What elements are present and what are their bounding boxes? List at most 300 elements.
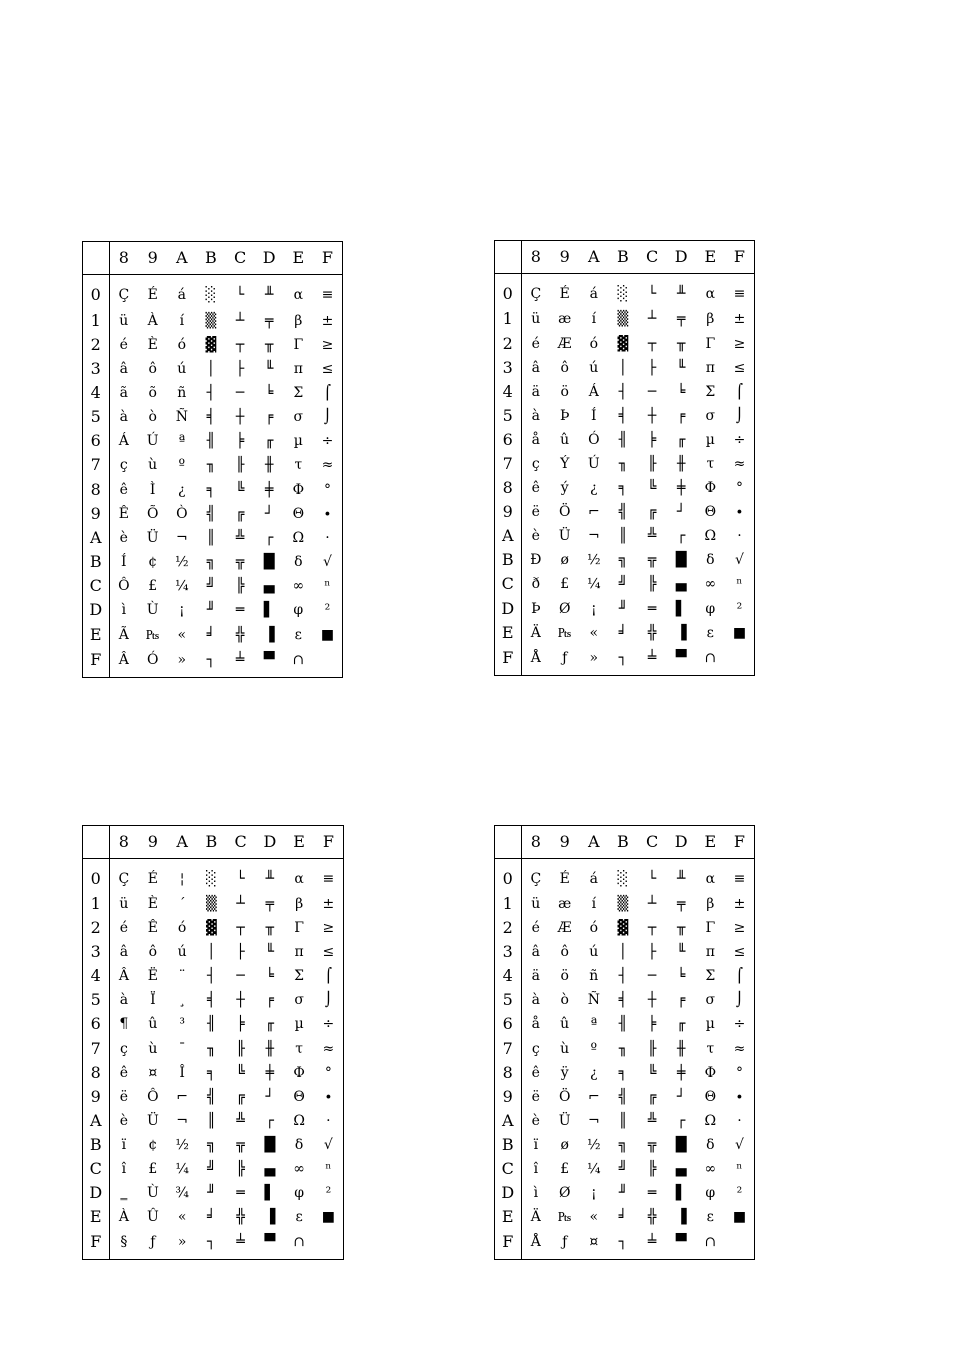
table-row xyxy=(495,404,754,428)
character-cell: ² xyxy=(324,602,331,619)
character-cell: ╡ xyxy=(618,992,628,1009)
row-header: A xyxy=(83,526,109,550)
table-row xyxy=(83,526,342,550)
table-row xyxy=(495,1037,754,1061)
character-cell: í xyxy=(591,896,597,913)
character-cell: ≡ xyxy=(733,870,746,887)
character-cell: ¨ xyxy=(178,968,186,985)
character-cell: ▀ xyxy=(675,1233,687,1250)
character-cell: ° xyxy=(323,481,331,498)
character-cell: ó xyxy=(177,336,187,353)
table-row xyxy=(495,331,754,355)
character-cell: α xyxy=(293,286,304,303)
character-cell: ═ xyxy=(235,602,245,619)
character-cell: ▌ xyxy=(675,1184,687,1201)
character-cell: ≡ xyxy=(733,285,746,302)
character-cell: ▐ xyxy=(264,1208,276,1225)
row-header: D xyxy=(495,1181,521,1205)
table-row xyxy=(83,1133,343,1157)
character-cell: ╙ xyxy=(265,944,275,961)
character-cell: ■ xyxy=(732,1208,747,1225)
row-header: 9 xyxy=(495,1085,521,1109)
row-header: 5 xyxy=(495,404,521,428)
row-header: 8 xyxy=(83,478,109,502)
character-cell: Ã xyxy=(118,626,129,643)
character-cell: È xyxy=(147,336,158,353)
character-cell: ╧ xyxy=(235,651,245,668)
character-cell: ÷ xyxy=(322,1016,335,1033)
character-cell: ╫ xyxy=(265,1040,275,1057)
character-cell: Ù xyxy=(146,602,159,619)
character-cell xyxy=(725,645,754,675)
column-header: C xyxy=(226,242,255,275)
character-cell: ├ xyxy=(236,944,245,961)
character-cell: å xyxy=(531,1016,540,1033)
row-header: 1 xyxy=(83,308,109,332)
table-row xyxy=(83,429,342,453)
character-cell: Ö xyxy=(558,504,571,521)
character-cell: ╛ xyxy=(206,626,216,643)
table-row xyxy=(495,524,754,548)
character-cell: ╧ xyxy=(647,649,657,666)
character-cell: ≤ xyxy=(733,944,746,961)
character-cell: Γ xyxy=(293,336,304,353)
character-cell: ô xyxy=(560,944,569,961)
character-cell: Ñ xyxy=(587,992,600,1009)
character-cell: ╙ xyxy=(676,359,686,376)
character-cell: Ø xyxy=(558,600,571,617)
table-row xyxy=(495,452,754,476)
character-cell: ê xyxy=(531,1064,540,1081)
row-header: 5 xyxy=(83,988,109,1012)
character-cell: ã xyxy=(119,385,128,402)
character-cell: £ xyxy=(560,1160,570,1177)
column-header: 8 xyxy=(521,241,550,274)
character-cell: φ xyxy=(705,1184,716,1201)
character-cell: ┼ xyxy=(236,992,245,1009)
table-row xyxy=(83,964,343,988)
character-cell: Î xyxy=(179,1064,185,1081)
character-cell: £ xyxy=(148,1160,158,1177)
character-cell: Ü xyxy=(558,1112,571,1129)
character-cell: ò xyxy=(560,992,569,1009)
row-header: 1 xyxy=(83,892,109,916)
character-cell xyxy=(314,1229,343,1259)
character-cell: ò xyxy=(148,409,157,426)
character-cell: ╒ xyxy=(676,992,686,1009)
character-cell: é xyxy=(531,920,540,937)
character-cell: ╛ xyxy=(207,1208,216,1225)
character-cell: ¢ xyxy=(148,1136,158,1153)
character-cell: └ xyxy=(235,286,245,303)
character-cell: Ñ xyxy=(175,409,188,426)
character-cell: Ù xyxy=(146,1184,159,1201)
character-cell: ╓ xyxy=(264,433,274,450)
character-cell: ┴ xyxy=(647,896,657,913)
character-cell: ¡ xyxy=(590,600,597,617)
character-cell: Ä xyxy=(530,624,541,641)
table-row xyxy=(495,940,754,964)
table-row xyxy=(83,333,342,357)
table-row xyxy=(495,916,754,940)
character-cell: ≤ xyxy=(322,944,335,961)
character-cell: ⌐ xyxy=(587,504,600,521)
character-cell: ⌐ xyxy=(587,1088,600,1105)
character-cell: í xyxy=(179,312,185,329)
character-cell: ╣ xyxy=(207,1088,216,1105)
character-cell: É xyxy=(559,870,570,887)
character-cell: ╪ xyxy=(264,481,274,498)
character-cell: Ô xyxy=(118,578,130,595)
column-header: 8 xyxy=(109,242,138,275)
corner-cell xyxy=(495,241,521,274)
character-cell: ª xyxy=(178,433,186,450)
character-cell: ╣ xyxy=(618,1088,628,1105)
character-cell: É xyxy=(147,286,158,303)
character-cell: ╪ xyxy=(265,1064,275,1081)
character-cell: ─ xyxy=(235,385,245,402)
character-cell: ║ xyxy=(618,528,628,545)
character-cell: ÿ xyxy=(560,1064,569,1081)
character-cell: ╞ xyxy=(647,1016,657,1033)
character-cell: ╨ xyxy=(676,870,686,887)
row-header: F xyxy=(83,1229,109,1259)
table-row xyxy=(83,1061,343,1085)
character-cell: ▄ xyxy=(264,1160,276,1177)
character-cell: ₧ xyxy=(557,1208,572,1225)
character-cell: ▒ xyxy=(205,896,217,913)
character-cell: ╠ xyxy=(236,1160,245,1177)
character-cell: £ xyxy=(560,576,570,593)
row-header: 7 xyxy=(83,1037,109,1061)
character-cell: â xyxy=(119,360,128,377)
character-cell: █ xyxy=(263,554,275,571)
column-header: C xyxy=(638,241,667,274)
character-cell: ⁿ xyxy=(736,1160,743,1177)
character-cell: Á xyxy=(588,383,599,400)
character-cell: ° xyxy=(324,1064,332,1081)
character-cell: Û xyxy=(146,1208,159,1225)
row-header: E xyxy=(83,1205,109,1229)
table-row xyxy=(83,1205,343,1229)
character-cell: ¢ xyxy=(148,554,158,571)
row-header: C xyxy=(495,572,521,596)
character-cell: ¼ xyxy=(587,1160,601,1177)
character-cell: è xyxy=(119,529,128,546)
character-cell: Σ xyxy=(705,968,716,985)
character-cell: ü xyxy=(119,312,129,329)
table-row xyxy=(83,1181,343,1205)
character-cell: ╜ xyxy=(618,600,628,617)
character-cell: ñ xyxy=(177,385,187,402)
row-header: 6 xyxy=(495,428,521,452)
character-cell: ╖ xyxy=(206,457,216,474)
character-cell: ε xyxy=(706,1208,714,1225)
corner-cell xyxy=(83,242,109,275)
character-cell: ┐ xyxy=(206,651,216,668)
character-cell: ú xyxy=(177,944,187,961)
character-cell: û xyxy=(148,1016,158,1033)
character-cell: á xyxy=(589,285,598,302)
character-cell: ≈ xyxy=(321,457,334,474)
character-cell: ▓ xyxy=(617,335,629,352)
character-cell: ⌠ xyxy=(735,968,744,985)
row-header: 7 xyxy=(495,452,521,476)
character-cell: ∙ xyxy=(736,504,743,521)
character-cell: ∙ xyxy=(324,1088,332,1105)
character-cell: ═ xyxy=(647,1184,657,1201)
character-cell: ▌ xyxy=(263,602,275,619)
character-cell: √ xyxy=(322,554,332,571)
row-header: 6 xyxy=(495,1012,521,1036)
character-cell: ì xyxy=(533,1184,539,1201)
character-cell: ï xyxy=(121,1136,127,1153)
table-row xyxy=(495,1205,754,1229)
character-cell: ≥ xyxy=(322,920,335,937)
character-cell: ╗ xyxy=(618,552,628,569)
row-header: D xyxy=(83,1181,109,1205)
character-cell: ┤ xyxy=(207,968,216,985)
character-cell: ´ xyxy=(178,896,186,913)
table-row xyxy=(83,478,342,502)
character-cell: ░ xyxy=(617,285,629,302)
character-cell: █ xyxy=(675,552,687,569)
character-cell: δ xyxy=(294,1136,304,1153)
row-header: 5 xyxy=(495,988,521,1012)
character-cell: ƒ xyxy=(562,649,568,666)
character-cell: ê xyxy=(531,480,540,497)
character-cell: á xyxy=(589,870,598,887)
character-cell: ╠ xyxy=(647,576,657,593)
row-header: 4 xyxy=(495,964,521,988)
character-cell: σ xyxy=(705,407,716,424)
column-header-row xyxy=(83,826,343,859)
row-header: 8 xyxy=(495,476,521,500)
character-cell: τ xyxy=(295,1040,303,1057)
table-row xyxy=(83,1109,343,1133)
character-cell: ╩ xyxy=(235,529,245,546)
character-cell: ■ xyxy=(321,1208,335,1225)
row-header: C xyxy=(83,1157,109,1181)
character-cell: ² xyxy=(736,600,743,617)
character-cell: ε xyxy=(706,624,714,641)
row-header: 1 xyxy=(495,892,521,916)
character-cell: ╣ xyxy=(618,504,628,521)
character-cell: ╓ xyxy=(265,1016,275,1033)
character-cell: ö xyxy=(560,968,569,985)
character-cell: ≈ xyxy=(322,1040,335,1057)
character-cell: È xyxy=(147,896,158,913)
character-cell: ╬ xyxy=(235,626,245,643)
table-row xyxy=(495,1133,754,1157)
character-cell: ┌ xyxy=(265,1112,275,1129)
table-row xyxy=(83,550,342,574)
character-cell: ═ xyxy=(236,1184,245,1201)
character-cell: â xyxy=(531,944,540,961)
character-cell: ╝ xyxy=(618,576,628,593)
table-row xyxy=(83,275,342,309)
table-row xyxy=(83,381,342,405)
character-cell: ╚ xyxy=(236,1064,245,1081)
column-header: A xyxy=(167,242,196,275)
character-cell: █ xyxy=(264,1136,276,1153)
character-cell: Φ xyxy=(293,1064,305,1081)
character-cell: ┼ xyxy=(647,992,657,1009)
character-cell: ╠ xyxy=(235,578,245,595)
character-cell: ╫ xyxy=(676,1040,686,1057)
character-cell: Ω xyxy=(704,528,717,545)
character-cell: ∩ xyxy=(292,651,305,668)
character-cell: ─ xyxy=(647,968,657,985)
character-cell: ÷ xyxy=(733,431,746,448)
row-header: 3 xyxy=(83,357,109,381)
character-cell: ▄ xyxy=(675,576,687,593)
character-cell: ï xyxy=(533,1136,539,1153)
character-cell: ü xyxy=(119,896,129,913)
column-header: E xyxy=(696,241,725,274)
code-page-table-top-right xyxy=(494,240,755,676)
character-cell: β xyxy=(294,312,303,329)
character-cell: ┴ xyxy=(235,312,245,329)
character-cell: ä xyxy=(531,383,540,400)
character-cell: ┘ xyxy=(676,504,686,521)
character-cell: ú xyxy=(589,944,599,961)
character-cell: ≈ xyxy=(733,1040,746,1057)
character-cell: ┘ xyxy=(265,1088,275,1105)
character-cell: ╝ xyxy=(206,578,216,595)
character-cell: ° xyxy=(735,480,743,497)
character-cell: ╒ xyxy=(265,992,275,1009)
character-cell: ≤ xyxy=(321,360,334,377)
character-cell: é xyxy=(119,336,128,353)
character-cell: µ xyxy=(294,1016,304,1033)
character-cell: τ xyxy=(294,457,303,474)
character-cell: ê xyxy=(119,1064,129,1081)
character-cell: │ xyxy=(618,359,628,376)
character-cell: £ xyxy=(148,578,158,595)
character-grid xyxy=(495,826,754,1259)
character-cell: ╘ xyxy=(265,968,275,985)
character-cell: Φ xyxy=(704,1064,717,1081)
table-row xyxy=(495,500,754,524)
character-cell: µ xyxy=(293,433,303,450)
column-header: F xyxy=(725,826,754,859)
character-cell: ó xyxy=(589,920,599,937)
character-cell: ² xyxy=(736,1184,743,1201)
character-cell: Ô xyxy=(147,1088,159,1105)
row-header: 5 xyxy=(83,405,109,429)
table-row xyxy=(495,274,754,308)
character-cell: β xyxy=(706,896,715,913)
character-cell: ╪ xyxy=(676,1064,686,1081)
character-cell: ┴ xyxy=(647,311,657,328)
character-cell: ║ xyxy=(618,1112,628,1129)
character-cell: ¡ xyxy=(590,1184,597,1201)
character-cell: ú xyxy=(589,359,599,376)
character-cell: û xyxy=(560,431,570,448)
table-row xyxy=(495,988,754,1012)
row-header: 8 xyxy=(495,1061,521,1085)
character-cell: ╜ xyxy=(206,602,216,619)
character-cell: ╕ xyxy=(206,481,216,498)
character-cell: Φ xyxy=(704,480,717,497)
character-cell: ù xyxy=(148,1040,158,1057)
character-cell: ³ xyxy=(179,1016,185,1033)
character-cell: σ xyxy=(294,992,304,1009)
character-cell: Ð xyxy=(530,552,542,569)
character-cell: α xyxy=(705,870,716,887)
character-cell: ╢ xyxy=(618,431,628,448)
table-row xyxy=(495,964,754,988)
character-cell: ¯ xyxy=(178,1040,186,1057)
table-row xyxy=(83,357,342,381)
character-cell: û xyxy=(560,1016,570,1033)
character-cell: ╗ xyxy=(618,1136,628,1153)
row-header: 0 xyxy=(83,275,109,309)
character-cell: ╢ xyxy=(207,1016,216,1033)
character-cell: « xyxy=(177,1208,187,1225)
character-cell: Á xyxy=(118,433,129,450)
row-header: 2 xyxy=(83,333,109,357)
column-header-row xyxy=(83,242,342,275)
character-cell: ü xyxy=(531,311,541,328)
table-row xyxy=(83,453,342,477)
row-header: 9 xyxy=(495,500,521,524)
character-cell: ╧ xyxy=(236,1233,245,1250)
character-cell: ╡ xyxy=(618,407,628,424)
row-header: 0 xyxy=(495,859,521,893)
character-cell: ╪ xyxy=(676,480,686,497)
character-cell: ô xyxy=(148,944,158,961)
table-row xyxy=(495,572,754,596)
character-cell: ± xyxy=(733,311,746,328)
character-cell: ± xyxy=(322,896,335,913)
corner-cell xyxy=(495,826,521,859)
character-cell: ≈ xyxy=(733,456,746,472)
character-cell: ô xyxy=(560,359,569,376)
column-header: B xyxy=(608,241,637,274)
character-cell: ╬ xyxy=(647,624,657,641)
character-cell: Ç xyxy=(118,286,130,303)
row-header: A xyxy=(83,1109,109,1133)
character-cell: Θ xyxy=(704,504,717,521)
row-header: 3 xyxy=(83,940,109,964)
character-cell: § xyxy=(120,1233,128,1250)
row-header: B xyxy=(495,548,521,572)
table-row xyxy=(495,645,754,675)
row-header: 3 xyxy=(495,940,521,964)
table-row xyxy=(495,380,754,404)
character-cell: ╢ xyxy=(206,433,216,450)
character-cell: ∙ xyxy=(324,505,331,522)
row-header: 2 xyxy=(495,331,521,355)
character-cell: ╧ xyxy=(647,1233,657,1250)
character-cell: ╛ xyxy=(618,624,628,641)
character-cell: φ xyxy=(294,1184,305,1201)
row-header: E xyxy=(495,1205,521,1229)
character-cell: ¬ xyxy=(587,528,600,545)
character-cell: ý xyxy=(560,480,569,497)
character-cell xyxy=(725,1229,754,1259)
character-cell: · xyxy=(326,1112,331,1129)
character-cell: ▐ xyxy=(263,626,275,643)
column-header: 9 xyxy=(550,241,579,274)
character-cell: ƒ xyxy=(562,1233,568,1250)
code-page-table-top-left xyxy=(82,241,343,678)
character-cell: ë xyxy=(531,1088,540,1105)
character-cell: ╕ xyxy=(207,1064,216,1081)
character-cell: ¿ xyxy=(590,480,598,497)
